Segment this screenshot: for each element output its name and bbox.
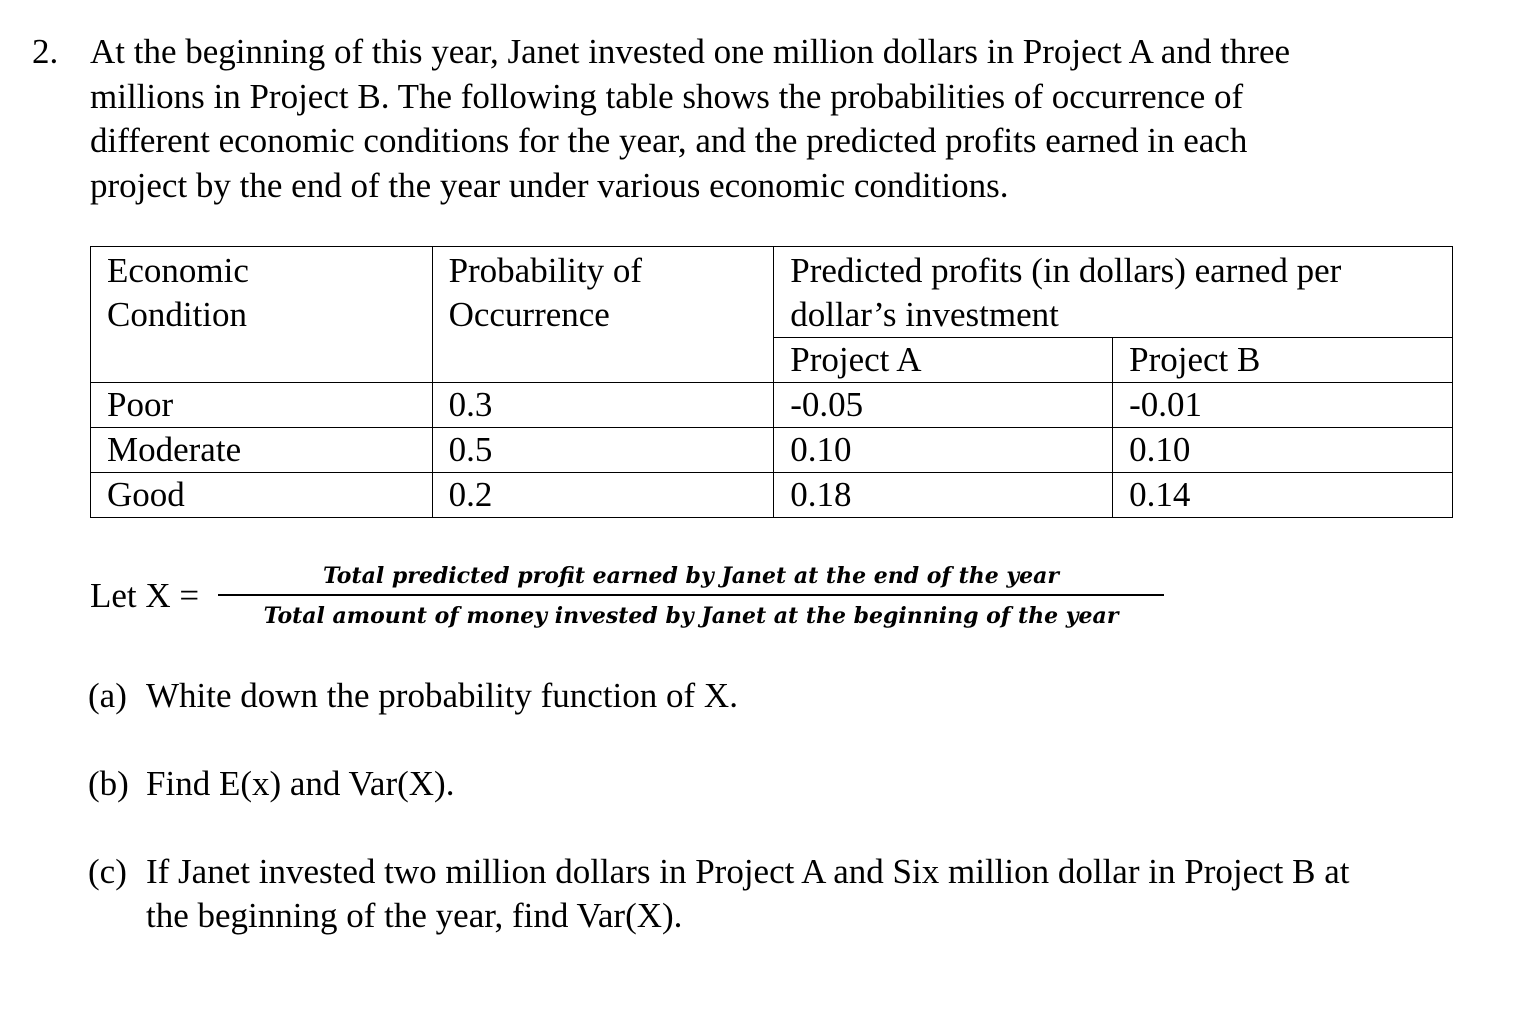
header-probability bbox=[432, 247, 774, 383]
fraction-numerator: Total predicted profit earned by Janet at the end of the year bbox=[322, 563, 1060, 589]
part-line: Find E(x) and Var(X). bbox=[146, 764, 455, 803]
table-header-row bbox=[91, 247, 1453, 338]
intro-line: different economic conditions for the year, and the predicted profits earned in each bbox=[90, 121, 1248, 160]
header-text: Occurrence bbox=[448, 295, 610, 334]
question-number: 2. bbox=[32, 32, 59, 71]
part-text bbox=[146, 850, 1349, 938]
header-text: Predicted profits (in dollars) earned per bbox=[790, 251, 1342, 290]
definition-lhs: Let X = bbox=[90, 576, 200, 615]
fraction-bar bbox=[218, 594, 1164, 596]
cell-probability: 0.2 bbox=[432, 473, 774, 518]
fraction-denominator: Total amount of money invested by Janet at the beginning of the year bbox=[263, 603, 1119, 629]
part-label: (c) bbox=[88, 852, 127, 891]
cell-project-b: -0.01 bbox=[1113, 383, 1453, 428]
part-label: (b) bbox=[88, 764, 129, 803]
part-line: If Janet invested two million dollars in Project A and Six million dollar in Project B at bbox=[146, 852, 1350, 891]
economic-conditions-table bbox=[90, 246, 1453, 518]
intro-line: At the beginning of this year, Janet invested one million dollars in Project A and three bbox=[90, 32, 1291, 71]
part-line: the beginning of the year, find Var(X). bbox=[146, 896, 683, 935]
intro-line: millions in Project B. The following table shows the probabilities of occurrence of bbox=[90, 76, 1244, 116]
cell-project-a: -0.05 bbox=[774, 383, 1113, 428]
table-row bbox=[91, 428, 1453, 473]
part-text bbox=[146, 674, 738, 718]
header-text: Probability of bbox=[448, 251, 643, 290]
header-economic-condition bbox=[91, 247, 433, 383]
cell-project-b: 0.14 bbox=[1113, 473, 1453, 518]
header-text: dollar’s investment bbox=[790, 295, 1059, 334]
cell-project-a: 0.10 bbox=[774, 428, 1113, 473]
cell-condition: Good bbox=[91, 473, 433, 518]
part-line: White down the probability function of X. bbox=[146, 676, 738, 715]
part-text bbox=[146, 762, 454, 806]
header-project-b: Project B bbox=[1113, 338, 1453, 383]
cell-condition: Poor bbox=[91, 383, 433, 428]
header-predicted-profits bbox=[774, 247, 1453, 338]
definition-fraction bbox=[218, 560, 1164, 632]
cell-project-b: 0.10 bbox=[1113, 428, 1453, 473]
cell-project-a: 0.18 bbox=[774, 473, 1113, 518]
header-text: Economic bbox=[107, 251, 249, 290]
cell-probability: 0.5 bbox=[432, 428, 774, 473]
intro-line: project by the end of the year under various economic conditions. bbox=[90, 165, 1009, 205]
table-row bbox=[91, 383, 1453, 428]
cell-condition: Moderate bbox=[91, 428, 433, 473]
part-label: (a) bbox=[88, 676, 127, 715]
table-row bbox=[91, 473, 1453, 518]
question-intro bbox=[90, 30, 1470, 208]
header-text: Condition bbox=[107, 295, 248, 334]
header-project-a: Project A bbox=[774, 338, 1113, 383]
cell-probability: 0.3 bbox=[432, 383, 774, 428]
